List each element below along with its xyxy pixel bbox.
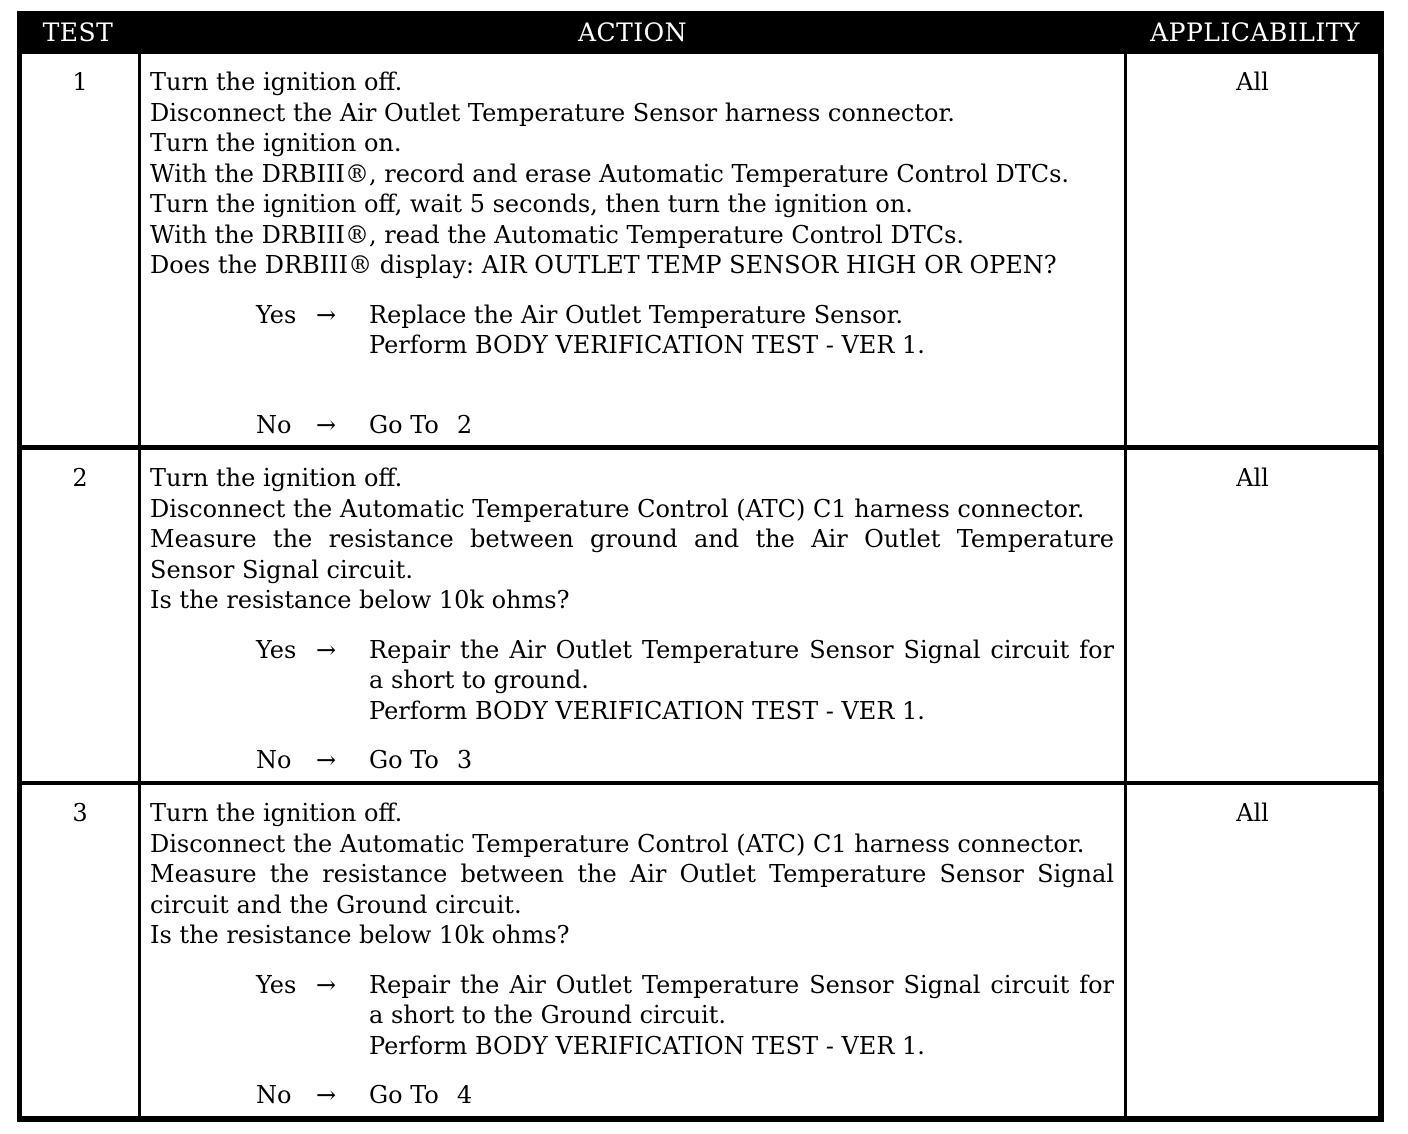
yes-label: Yes	[256, 970, 297, 999]
step-text: Disconnect the Air Outlet Temperature Sensor harness connector.	[150, 98, 955, 127]
step-text: With the DRBIII®, read the Automatic Temperature Control DTCs.	[150, 220, 965, 249]
applicability-value: All	[1236, 68, 1269, 96]
outcomes	[150, 970, 1114, 1111]
step-text: Disconnect the Automatic Temperature Control (ATC) C1 harness connector.	[150, 829, 1085, 858]
goto-test-link[interactable]: 2	[456, 410, 473, 439]
outcome-line: Perform BODY VERIFICATION TEST - VER 1.	[369, 696, 925, 725]
outcome-line: Repair the Air Outlet Temperature Sensor Signal circuit for a short to ground.	[369, 635, 1114, 694]
test-number-cell	[22, 450, 138, 781]
goto-label: Go To	[369, 410, 439, 439]
action-cell	[141, 54, 1124, 445]
step-text: Is the resistance below 10k ohms?	[150, 586, 570, 614]
test-number: 2	[72, 464, 88, 492]
step-text: Turn the ignition off, wait 5 seconds, then turn the ignition on.	[150, 190, 913, 218]
step-text: Turn the ignition off.	[150, 799, 403, 827]
outcomes	[150, 300, 1114, 441]
goto-test-link[interactable]: 4	[456, 1081, 473, 1109]
action-cell	[141, 785, 1124, 1116]
test-number: 3	[72, 799, 88, 827]
outcome-line: Repair the Air Outlet Temperature Sensor Signal circuit for a short to the Ground circuit.	[369, 970, 1114, 1029]
test-number: 1	[72, 68, 88, 96]
outcome-line: Perform BODY VERIFICATION TEST - VER 1.	[369, 1031, 925, 1060]
goto-instruction	[369, 1080, 1114, 1111]
arrow-right-icon: →	[316, 410, 337, 439]
applicability-cell	[1127, 54, 1378, 445]
no-label: No	[256, 1081, 292, 1109]
goto-label: Go To	[369, 1081, 439, 1109]
goto-test-link[interactable]: 3	[456, 746, 473, 774]
diagnostic-test-table	[17, 11, 1384, 1122]
outcomes	[150, 635, 1114, 776]
step-text: With the DRBIII®, record and erase Automatic Temperature Control DTCs.	[150, 159, 1070, 188]
no-outcome	[150, 1080, 1114, 1111]
step-text: Disconnect the Automatic Temperature Control (ATC) C1 harness connector.	[150, 494, 1085, 523]
yes-instructions	[369, 635, 1114, 727]
yes-instructions	[369, 300, 1114, 361]
step-text: Measure the resistance between ground and the Air Outlet Temperature Sensor Signal circuit.	[150, 525, 1114, 584]
arrow-right-icon: →	[316, 635, 337, 664]
no-label: No	[256, 410, 292, 439]
header-applicability: APPLICABILITY	[1150, 18, 1360, 47]
yes-outcome	[150, 970, 1114, 1062]
yes-label: Yes	[256, 300, 297, 329]
outcome-line: Replace the Air Outlet Temperature Sensor.	[369, 300, 904, 329]
arrow-right-icon: →	[316, 746, 337, 774]
step-text: Turn the ignition off.	[150, 464, 403, 492]
goto-label: Go To	[369, 746, 439, 774]
yes-label: Yes	[256, 635, 297, 664]
header-test: TEST	[42, 18, 114, 47]
arrow-right-icon: →	[316, 970, 337, 999]
yes-instructions	[369, 970, 1114, 1062]
applicability-cell	[1127, 785, 1378, 1116]
step-text: Measure the resistance between the Air Outlet Temperature Sensor Signal circuit and the Ground circuit.	[150, 860, 1114, 919]
yes-outcome	[150, 635, 1114, 727]
no-outcome	[150, 410, 1114, 441]
outcome-line: Perform BODY VERIFICATION TEST - VER 1.	[369, 331, 925, 359]
test-number-cell	[22, 54, 138, 445]
step-text: Turn the ignition off.	[150, 68, 403, 96]
action-cell	[141, 450, 1124, 781]
applicability-cell	[1127, 450, 1378, 781]
no-outcome	[150, 745, 1114, 776]
arrow-right-icon: →	[316, 1081, 337, 1109]
applicability-value: All	[1236, 799, 1269, 827]
step-text: Does the DRBIII® display: AIR OUTLET TEMP SENSOR HIGH OR OPEN?	[150, 251, 1057, 279]
yes-outcome	[150, 300, 1114, 361]
step-text: Turn the ignition on.	[150, 129, 402, 157]
step-text: Is the resistance below 10k ohms?	[150, 921, 570, 949]
test-number-cell	[22, 785, 138, 1116]
arrow-right-icon: →	[316, 300, 337, 329]
header-action: ACTION	[577, 18, 688, 47]
applicability-value: All	[1236, 464, 1269, 492]
goto-instruction	[369, 745, 1114, 776]
goto-instruction	[369, 410, 1114, 441]
no-label: No	[256, 746, 292, 774]
